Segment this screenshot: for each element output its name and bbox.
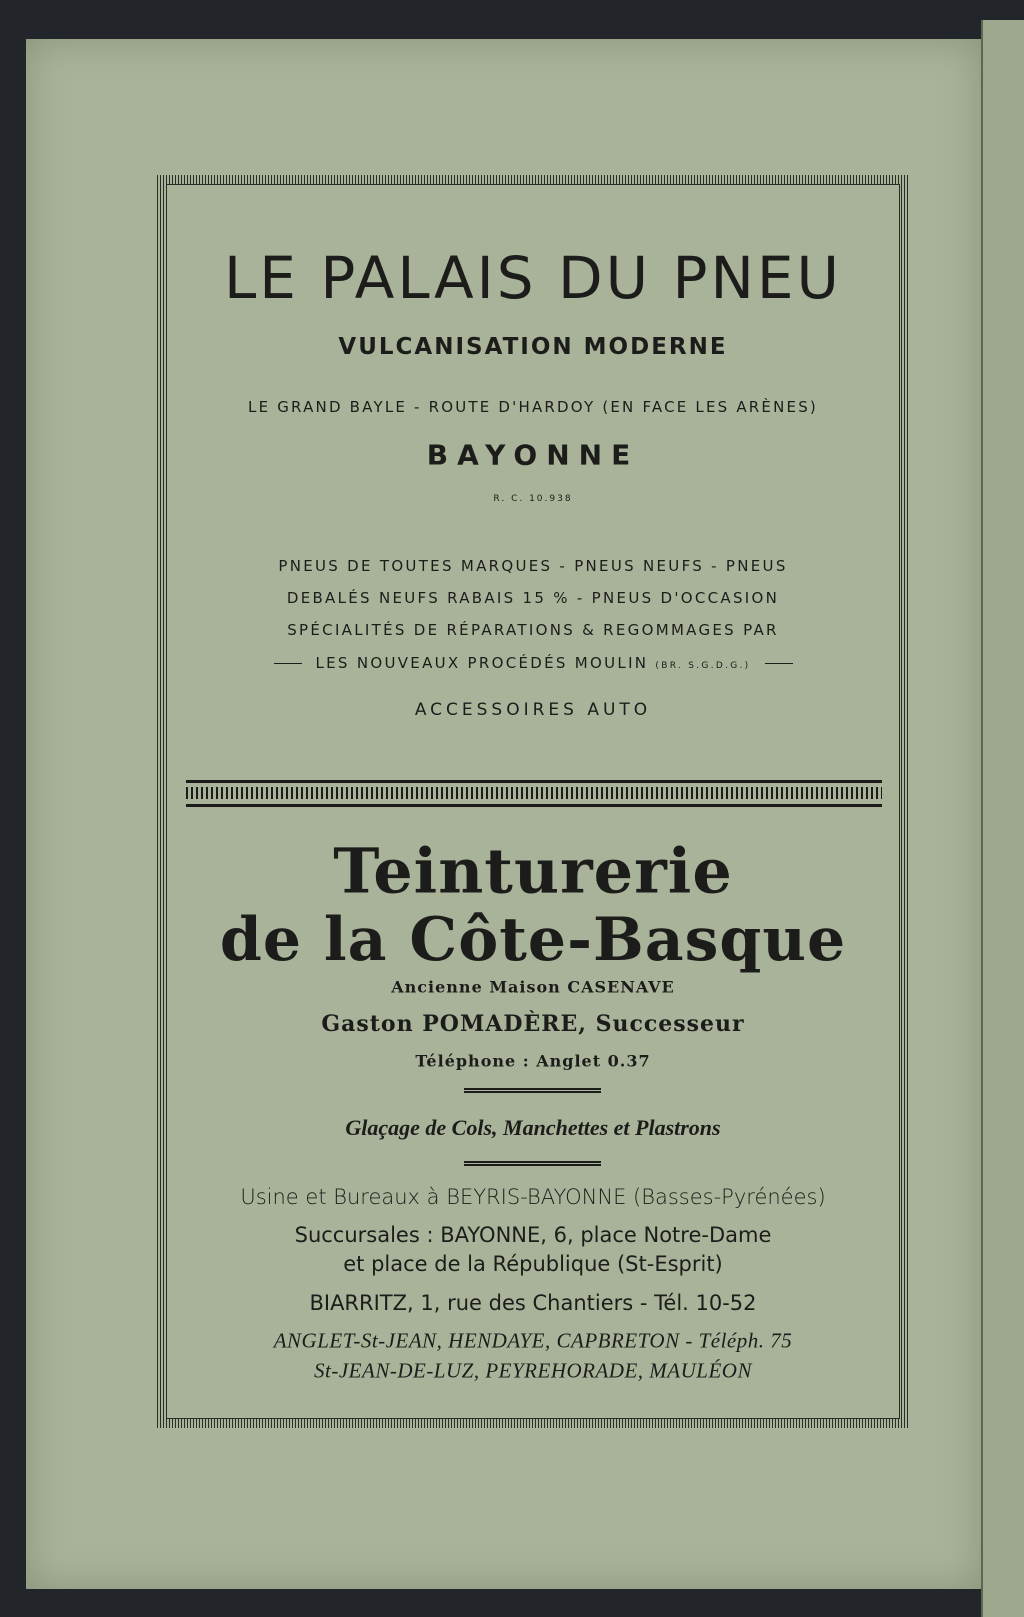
ad2-phone: Téléphone : Anglet 0.37: [415, 1051, 651, 1071]
ad1-body-line: PNEUS DE TOUTES MARQUES - PNEUS NEUFS - PNEUS: [278, 557, 788, 575]
ad2-owner: Gaston POMADÈRE, Successeur: [321, 1011, 745, 1037]
ad1-city: BAYONNE: [426, 438, 640, 472]
ad1-address: LE GRAND BAYLE - ROUTE D'HARDOY (EN FACE LES ARÈNES): [248, 398, 818, 416]
ad2-service: Glaçage de Cols, Manchettes et Plastrons: [345, 1115, 721, 1140]
next-page-edge: [981, 20, 1024, 1617]
ad1-last-line: [157, 654, 909, 672]
ad2-factory: Usine et Bureaux à BEYRIS-BAYONNE (Basses-Pyrénées): [240, 1185, 826, 1209]
ad2-branches-1: Succursales : BAYONNE, 6, place Notre-Dame: [294, 1223, 772, 1247]
ad1-body-line: DEBALÉS NEUFS RABAIS 15 % - PNEUS D'OCCASION: [286, 589, 780, 607]
ad1-footer: ACCESSOIRES AUTO: [414, 700, 652, 720]
ad2-others-2: St-JEAN-DE-LUZ, PEYREHORADE, MAULÉON: [314, 1358, 752, 1383]
rule: [464, 1161, 601, 1166]
ad1-last-line-text: LES NOUVEAUX PROCÉDÉS MOULIN: [315, 654, 649, 672]
ad1-patent: (BR. S.G.D.G.): [655, 661, 751, 671]
ad2-title-line1: Teinturerie: [333, 834, 733, 908]
ad1-title: LE PALAIS DU PNEU: [223, 244, 843, 312]
ad1-body-line: SPÉCIALITÉS DE RÉPARATIONS & REGOMMAGES PAR: [287, 621, 779, 639]
ad2-former: Ancienne Maison CASENAVE: [391, 977, 675, 997]
ad2-others-1: ANGLET-St-JEAN, HENDAYE, CAPBRETON - Téléph. 75: [273, 1328, 793, 1353]
ad2-biarritz: BIARRITZ, 1, rue des Chantiers - Tél. 10-52: [309, 1291, 757, 1315]
ad1-registration: R. C. 10.938: [493, 494, 573, 504]
ad2-branches-2: et place de la République (St-Esprit): [343, 1252, 723, 1276]
ad2-title-line2: de la Côte-Basque: [219, 905, 847, 975]
ornamental-divider: [186, 780, 882, 807]
rule: [464, 1088, 601, 1093]
ad1-subtitle: VULCANISATION MODERNE: [338, 334, 728, 360]
